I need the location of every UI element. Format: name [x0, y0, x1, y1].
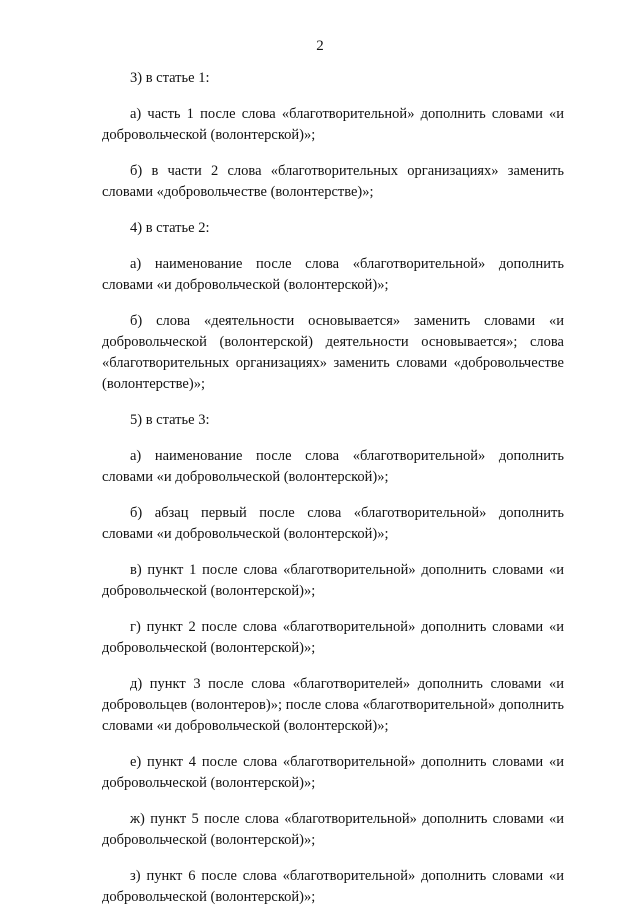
article-3-item-e: е) пункт 4 после слова «благотворительной» дополнить словами «и добровольческой (волонтерской)»;	[102, 754, 564, 791]
article-1-item-a: а) часть 1 после слова «благотворительной» дополнить словами «и добровольческой (волонтерской)»;	[102, 106, 564, 143]
article-2-heading: 4) в статье 2:	[130, 220, 210, 236]
article-1-item-b: б) в части 2 слова «благотворительных организациях» заменить словами «добровольчестве (волонтерстве)»;	[102, 163, 564, 200]
article-3-item-a: а) наименование после слова «благотворительной» дополнить словами «и добровольческой (волонтерской)»;	[102, 448, 564, 485]
article-3-heading: 5) в статье 3:	[130, 412, 210, 428]
page-number: 2	[316, 38, 324, 54]
document-body	[102, 68, 564, 923]
article-2-item-a: а) наименование после слова «благотворительной» дополнить словами «и добровольческой (волонтерской)»;	[102, 256, 564, 293]
article-3-item-z: з) пункт 6 после слова «благотворительной» дополнить словами «и добровольческой (волонтерской)»;	[102, 868, 564, 905]
article-3-item-d: д) пункт 3 после слова «благотворителей» дополнить словами «и добровольцев (волонтеров)»; после слова «благотворительной» дополнить словами «и добровольческой (волонтерской)»;	[102, 676, 564, 734]
article-1-heading: 3) в статье 1:	[130, 70, 210, 86]
article-3-item-g: г) пункт 2 после слова «благотворительной» дополнить словами «и добровольческой (волонтерской)»;	[102, 619, 564, 656]
article-2-item-b: б) слова «деятельности основывается» заменить словами «и добровольческой (волонтерской) деятельности основывается»; слова «благотворительных организациях» заменить словами «добровольчестве (волонтерстве)»;	[102, 313, 564, 392]
article-3-item-zh: ж) пункт 5 после слова «благотворительной» дополнить словами «и добровольческой (волонтерской)»;	[102, 811, 564, 848]
article-3-item-b: б) абзац первый после слова «благотворительной» дополнить словами «и добровольческой (волонтерской)»;	[102, 505, 564, 542]
article-3-item-v: в) пункт 1 после слова «благотворительной» дополнить словами «и добровольческой (волонтерской)»;	[102, 562, 564, 599]
